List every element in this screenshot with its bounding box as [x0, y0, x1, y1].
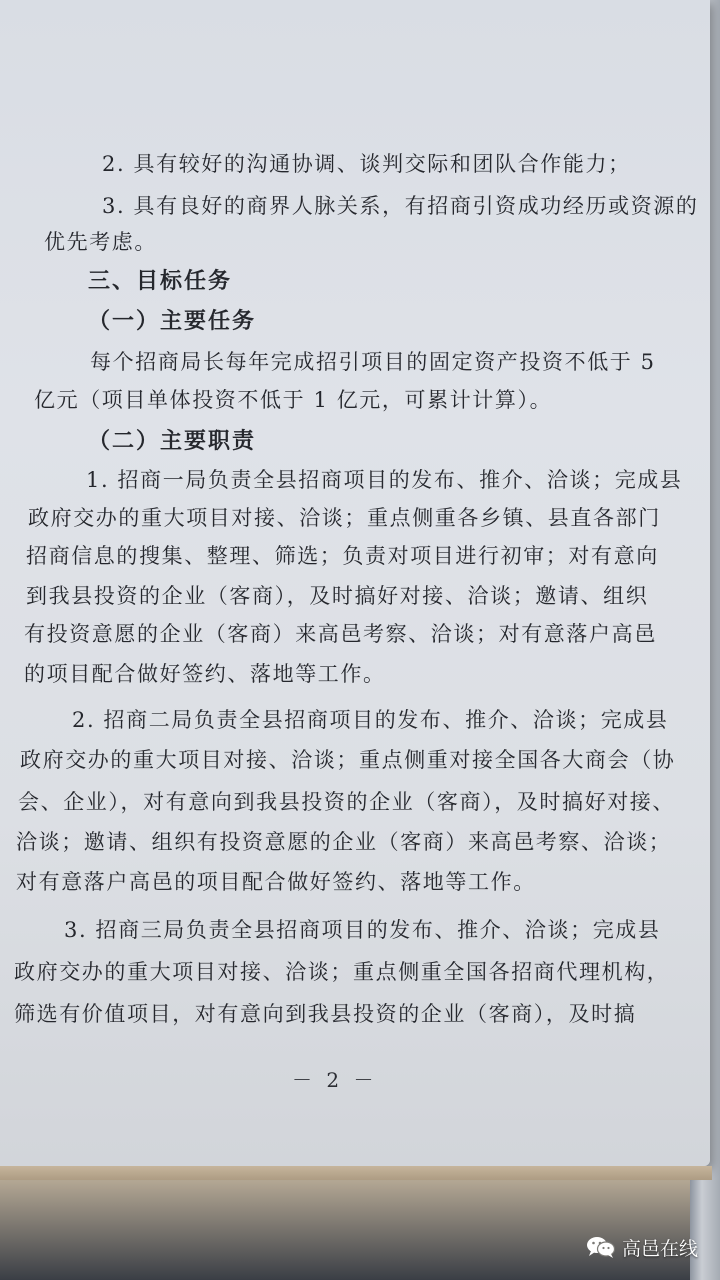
text-line: 的项目配合做好签约、落地等工作。: [24, 662, 386, 686]
section-heading: 三、目标任务: [88, 268, 233, 294]
text-line: 1. 招商一局负责全县招商项目的发布、推介、洽谈；完成县: [86, 468, 683, 492]
subsection-heading: （二）主要职责: [88, 428, 257, 454]
text-line: 对有意落户高邑的项目配合做好签约、落地等工作。: [16, 870, 536, 894]
text-line: 3. 招商三局负责全县招商项目的发布、推介、洽谈；完成县: [64, 918, 661, 942]
text-line: 有投资意愿的企业（客商）来高邑考察、洽谈；对有意落户高邑: [24, 622, 657, 646]
paper-edge: [0, 1166, 712, 1180]
text-line: 到我县投资的企业（客商），及时搞好对接、洽谈；邀请、组织: [26, 584, 649, 608]
watermark-text: 高邑在线: [622, 1237, 699, 1260]
text-line: 政府交办的重大项目对接、洽谈；重点侧重对接全国各大商会（协: [20, 748, 676, 772]
text-line: 3. 具有良好的商界人脉关系，有招商引资成功经历或资源的: [102, 194, 699, 218]
watermark: [586, 1232, 698, 1262]
wechat-icon: [586, 1235, 616, 1259]
text-line: 筛选有价值项目，对有意向到我县投资的企业（客商），及时搞: [14, 1002, 637, 1026]
text-line: 2. 招商二局负责全县招商项目的发布、推介、洽谈；完成县: [72, 708, 669, 732]
text-line: 政府交办的重大项目对接、洽谈；重点侧重各乡镇、县直各部门: [28, 506, 661, 530]
text-line: 每个招商局长每年完成招引项目的固定资产投资不低于 5: [90, 350, 656, 374]
text-line: 亿元（项目单体投资不低于 1 亿元，可累计计算）。: [34, 388, 553, 412]
page-number: － 2 －: [292, 1068, 378, 1092]
subsection-heading: （一）主要任务: [88, 308, 257, 334]
text-line: 优先考虑。: [44, 230, 157, 254]
text-line: 2. 具有较好的沟通协调、谈判交际和团队合作能力；: [102, 152, 631, 176]
text-line: 政府交办的重大项目对接、洽谈；重点侧重全国各招商代理机构，: [14, 960, 670, 984]
text-line: 洽谈；邀请、组织有投资意愿的企业（客商）来高邑考察、洽谈；: [16, 830, 672, 854]
text-line: 招商信息的搜集、整理、筛选；负责对项目进行初审；对有意向: [26, 544, 659, 568]
text-line: 会、企业），对有意向到我县投资的企业（客商），及时搞好对接、: [18, 790, 675, 814]
